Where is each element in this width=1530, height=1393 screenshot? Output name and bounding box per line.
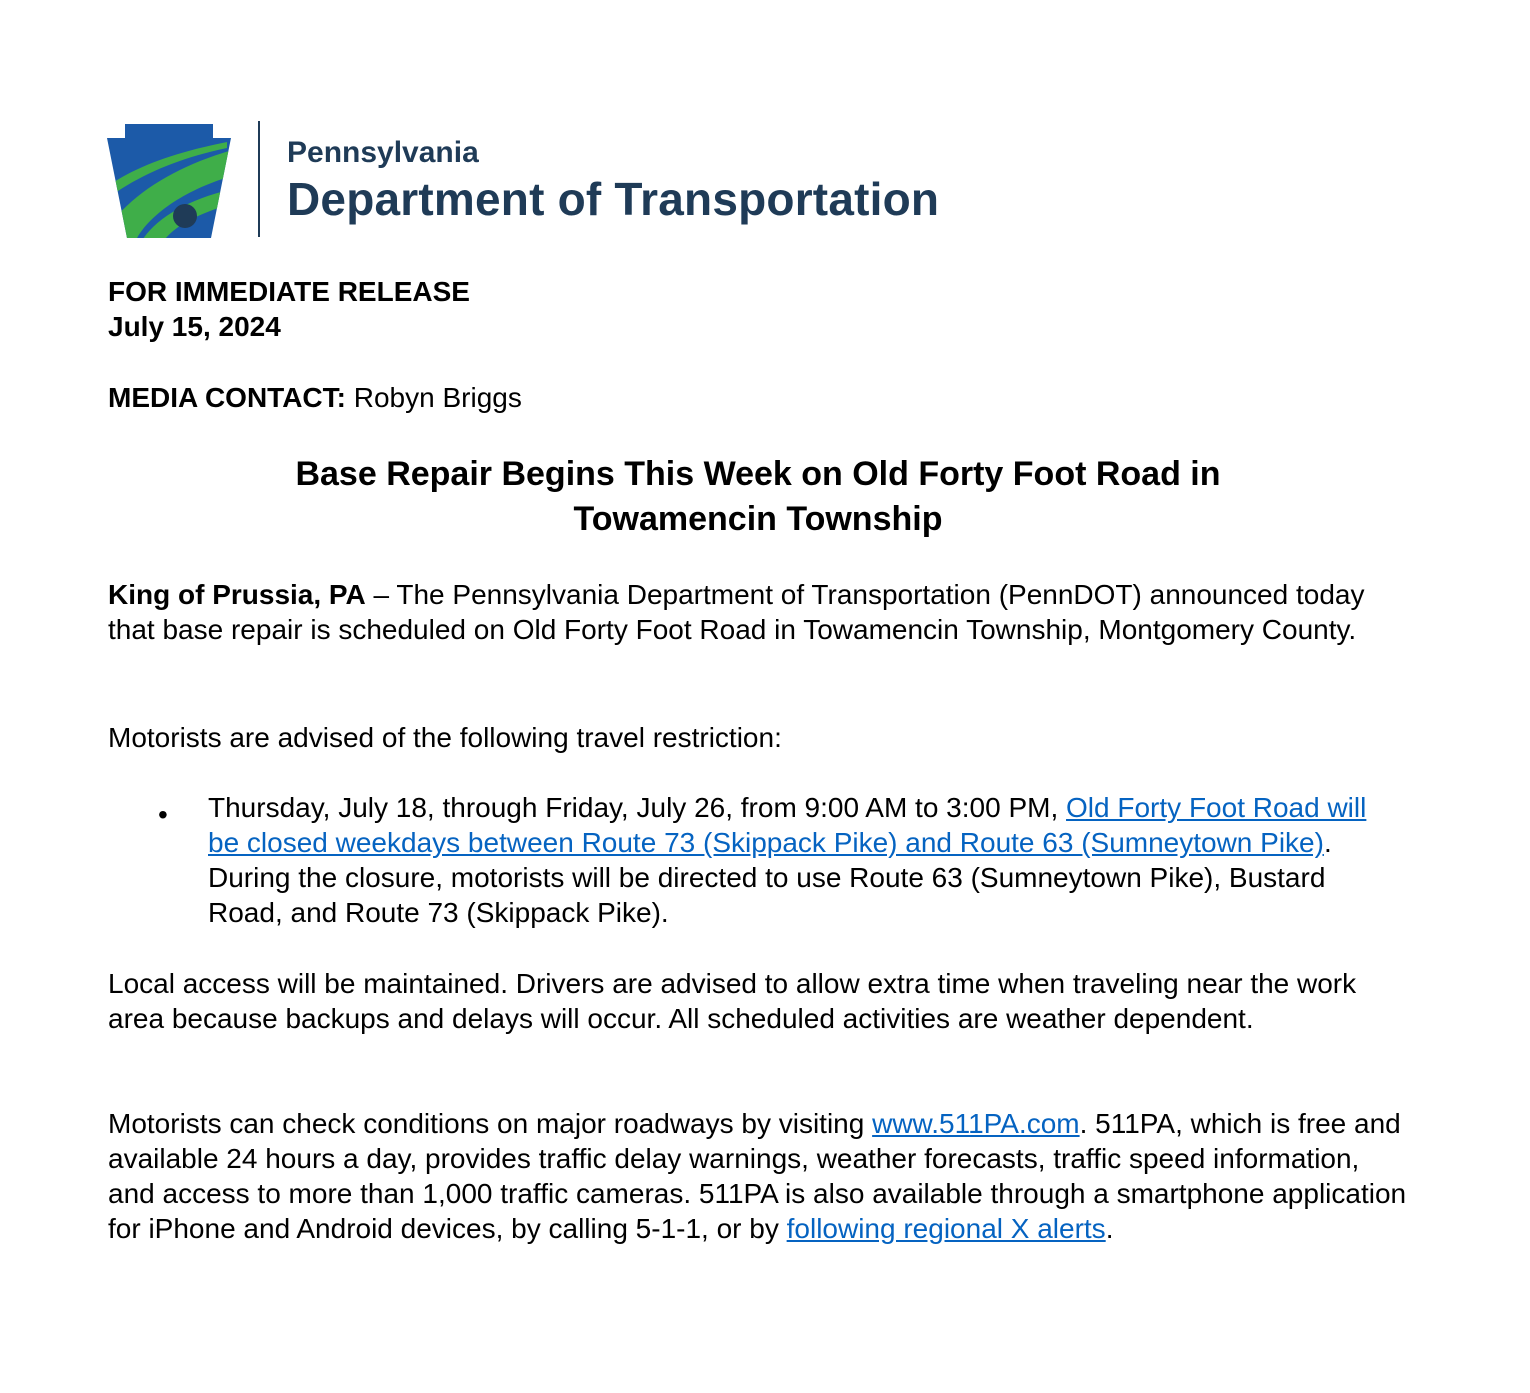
logo-state-name: Pennsylvania <box>287 136 479 169</box>
intro-paragraph <box>108 577 1408 647</box>
release-date: July 15, 2024 <box>108 311 281 342</box>
release-info <box>108 274 1408 344</box>
media-contact-label: MEDIA CONTACT: <box>108 382 346 413</box>
logo-department-name: Department of Transportation <box>287 173 940 225</box>
restriction-dates: Thursday, July 18, through Friday, July 26, from 9:00 AM to 3:00 PM, <box>208 792 1067 823</box>
511pa-text-2: . 511PA, which is free and available 24 hours a day, provides traffic delay warnings, weather forecasts, traffic speed information, and access to more than 1,000 traffic cameras. 511PA is also available through a smartphone application for iPhone and Android devices, by calling 5-1-1, or by <box>108 1108 1407 1244</box>
headline <box>150 452 1366 542</box>
511pa-text-1: Motorists can check conditions on major roadways by visiting <box>108 1108 873 1139</box>
penndot-logo <box>107 118 1027 242</box>
logo-divider <box>258 121 260 237</box>
511pa-text-3: . <box>1105 1213 1114 1244</box>
dateline: King of Prussia, PA <box>108 579 366 610</box>
511pa-website-link[interactable]: www.511PA.com <box>872 1108 1080 1139</box>
regional-x-alerts-link[interactable]: following regional X alerts <box>786 1213 1106 1244</box>
511pa-paragraph <box>108 1106 1408 1246</box>
detour-text: . During the closure, motorists will be directed to use Route 63 (Sumneytown Pike), Bustard Road, and Route 73 (Skippack Pike). <box>208 827 1332 928</box>
bullet-icon: • <box>158 799 168 830</box>
restriction-list-item <box>208 790 1388 930</box>
media-contact <box>108 380 1408 415</box>
release-label: FOR IMMEDIATE RELEASE <box>108 276 470 307</box>
media-contact-name: Robyn Briggs <box>345 382 522 413</box>
intro-text: – The Pennsylvania Department of Transportation (PennDOT) announced today that base repair is scheduled on Old Forty Foot Road in Towamencin Township, Montgomery County. <box>108 579 1365 645</box>
headline-line-1: Base Repair Begins This Week on Old Forty Foot Road in <box>295 455 1221 493</box>
headline-line-2: Towamencin Township <box>573 500 943 538</box>
local-access-paragraph: Local access will be maintained. Drivers are advised to allow extra time when traveling near the work area because backups and delays will occur. All scheduled activities are weather dependent. <box>108 968 1357 1034</box>
restriction-intro: Motorists are advised of the following travel restriction: <box>108 722 782 753</box>
keystone-logo-icon <box>107 124 231 238</box>
closure-details-link[interactable]: Old Forty Foot Road will be closed weekdays between Route 73 (Skippack Pike) and Route 63 (Sumneytown Pike) <box>208 792 1367 858</box>
